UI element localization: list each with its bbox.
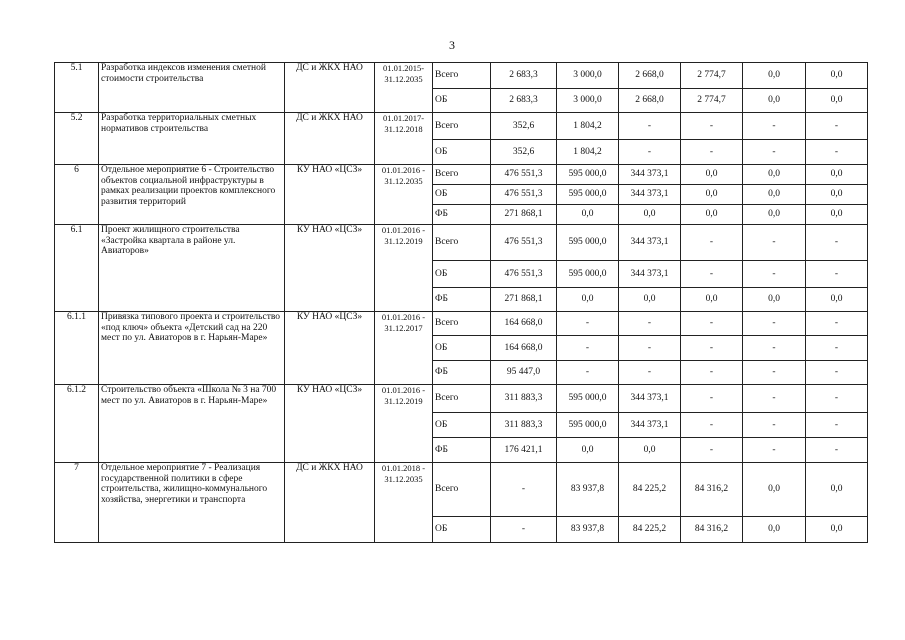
amount-cell: 0,0 xyxy=(743,205,806,225)
item-executor: КУ НАО «ЦСЗ» xyxy=(285,385,375,463)
amount-cell: 0,0 xyxy=(743,89,806,113)
amount-cell: 344 373,1 xyxy=(619,385,681,413)
amount-cell: - xyxy=(619,140,681,165)
amount-cell: - xyxy=(743,413,806,438)
amount-cell: - xyxy=(681,438,743,463)
amount-cell: 595 000,0 xyxy=(557,225,619,261)
amount-cell: - xyxy=(681,140,743,165)
item-executor: КУ НАО «ЦСЗ» xyxy=(285,312,375,385)
amount-cell: - xyxy=(743,361,806,385)
amount-cell: 595 000,0 xyxy=(557,185,619,205)
amount-cell: - xyxy=(619,113,681,140)
amount-cell: 0,0 xyxy=(681,165,743,185)
amount-cell: - xyxy=(557,361,619,385)
amount-cell: 1 804,2 xyxy=(557,140,619,165)
amount-cell: - xyxy=(806,312,868,336)
amount-cell: 311 883,3 xyxy=(491,413,557,438)
amount-cell: 0,0 xyxy=(681,185,743,205)
funding-source: ФБ xyxy=(433,438,491,463)
amount-cell: - xyxy=(619,361,681,385)
amount-cell: - xyxy=(743,261,806,288)
amount-cell: 0,0 xyxy=(806,89,868,113)
amount-cell: - xyxy=(681,336,743,361)
funding-source: Всего xyxy=(433,225,491,261)
item-name: Проект жилищного строительства «Застройка квартала в районе ул. Авиаторов» xyxy=(99,225,285,312)
amount-cell: 95 447,0 xyxy=(491,361,557,385)
amount-cell: - xyxy=(743,336,806,361)
amount-cell: 476 551,3 xyxy=(491,261,557,288)
amount-cell: 0,0 xyxy=(681,205,743,225)
amount-cell: 0,0 xyxy=(806,517,868,543)
item-name: Строительство объекта «Школа № 3 на 700 мест по ул. Авиаторов в г. Нарьян-Маре» xyxy=(99,385,285,463)
item-period: 01.01.2017- 31.12.2018 xyxy=(375,113,433,165)
amount-cell: - xyxy=(806,140,868,165)
amount-cell: 271 868,1 xyxy=(491,205,557,225)
amount-cell: 0,0 xyxy=(743,288,806,312)
amount-cell: 0,0 xyxy=(806,463,868,517)
amount-cell: 0,0 xyxy=(806,63,868,89)
item-name: Разработка индексов изменения сметной стоимости строительства xyxy=(99,63,285,113)
table-row xyxy=(55,63,868,89)
amount-cell: 0,0 xyxy=(806,205,868,225)
amount-cell: 2 774,7 xyxy=(681,63,743,89)
funding-source: ОБ xyxy=(433,336,491,361)
amount-cell: 0,0 xyxy=(743,165,806,185)
amount-cell: - xyxy=(681,261,743,288)
funding-source: Всего xyxy=(433,385,491,413)
amount-cell: 0,0 xyxy=(743,63,806,89)
amount-cell: - xyxy=(743,140,806,165)
amount-cell: 0,0 xyxy=(619,438,681,463)
amount-cell: 595 000,0 xyxy=(557,413,619,438)
amount-cell: - xyxy=(806,413,868,438)
item-name: Отдельное мероприятие 6 - Строительство объектов социальной инфраструктуры в рамках реализации проектов комплексного развития территорий xyxy=(99,165,285,225)
table-row xyxy=(55,312,868,336)
item-number: 6.1.1 xyxy=(55,312,99,385)
item-name: Отдельное мероприятие 7 - Реализация государственной политики в сфере строительства, жилищно-коммунального хозяйства, энергетики и транспорта xyxy=(99,463,285,543)
amount-cell: 83 937,8 xyxy=(557,463,619,517)
amount-cell: 0,0 xyxy=(806,288,868,312)
table-row xyxy=(55,463,868,517)
amount-cell: - xyxy=(681,113,743,140)
funding-source: ФБ xyxy=(433,361,491,385)
amount-cell: 0,0 xyxy=(743,463,806,517)
amount-cell: 352,6 xyxy=(491,113,557,140)
amount-cell: - xyxy=(743,113,806,140)
amount-cell: 0,0 xyxy=(619,288,681,312)
amount-cell: 595 000,0 xyxy=(557,261,619,288)
funding-source: Всего xyxy=(433,463,491,517)
amount-cell: - xyxy=(681,225,743,261)
amount-cell: 2 774,7 xyxy=(681,89,743,113)
amount-cell: 595 000,0 xyxy=(557,385,619,413)
item-period: 01.01.2015- 31.12.2035 xyxy=(375,63,433,113)
item-number: 6 xyxy=(55,165,99,225)
item-number: 6.1.2 xyxy=(55,385,99,463)
item-executor: ДС и ЖКХ НАО xyxy=(285,63,375,113)
amount-cell: 84 316,2 xyxy=(681,463,743,517)
funding-source: Всего xyxy=(433,312,491,336)
amount-cell: 344 373,1 xyxy=(619,165,681,185)
amount-cell: 84 225,2 xyxy=(619,463,681,517)
amount-cell: - xyxy=(806,336,868,361)
amount-cell: 2 668,0 xyxy=(619,63,681,89)
amount-cell: 476 551,3 xyxy=(491,185,557,205)
amount-cell: 0,0 xyxy=(681,288,743,312)
funding-source: Всего xyxy=(433,165,491,185)
amount-cell: - xyxy=(619,336,681,361)
amount-cell: - xyxy=(743,225,806,261)
amount-cell: - xyxy=(491,463,557,517)
amount-cell: 3 000,0 xyxy=(557,89,619,113)
amount-cell: - xyxy=(681,385,743,413)
amount-cell: - xyxy=(557,336,619,361)
funding-source: ФБ xyxy=(433,205,491,225)
table-row xyxy=(55,225,868,261)
amount-cell: 0,0 xyxy=(806,165,868,185)
item-period: 01.01.2018 - 31.12.2035 xyxy=(375,463,433,543)
amount-cell: - xyxy=(806,113,868,140)
item-number: 5.2 xyxy=(55,113,99,165)
amount-cell: - xyxy=(806,385,868,413)
item-number: 7 xyxy=(55,463,99,543)
amount-cell: - xyxy=(806,361,868,385)
table-row xyxy=(55,113,868,140)
amount-cell: 83 937,8 xyxy=(557,517,619,543)
amount-cell: 164 668,0 xyxy=(491,336,557,361)
amount-cell: - xyxy=(806,225,868,261)
item-period: 01.01.2016 - 31.12.2019 xyxy=(375,225,433,312)
item-executor: КУ НАО «ЦСЗ» xyxy=(285,165,375,225)
amount-cell: 0,0 xyxy=(557,288,619,312)
amount-cell: - xyxy=(806,438,868,463)
funding-source: ФБ xyxy=(433,288,491,312)
program-table xyxy=(54,62,868,543)
amount-cell: - xyxy=(557,312,619,336)
item-executor: КУ НАО «ЦСЗ» xyxy=(285,225,375,312)
funding-source: ОБ xyxy=(433,185,491,205)
amount-cell: 344 373,1 xyxy=(619,261,681,288)
item-executor: ДС и ЖКХ НАО xyxy=(285,113,375,165)
item-executor: ДС и ЖКХ НАО xyxy=(285,463,375,543)
amount-cell: - xyxy=(743,312,806,336)
funding-source: ОБ xyxy=(433,517,491,543)
funding-source: ОБ xyxy=(433,89,491,113)
funding-source: Всего xyxy=(433,63,491,89)
item-number: 5.1 xyxy=(55,63,99,113)
amount-cell: 2 668,0 xyxy=(619,89,681,113)
item-period: 01.01.2016 - 31.12.2017 xyxy=(375,312,433,385)
amount-cell: 476 551,3 xyxy=(491,225,557,261)
amount-cell: 176 421,1 xyxy=(491,438,557,463)
funding-source: ОБ xyxy=(433,140,491,165)
amount-cell: - xyxy=(681,312,743,336)
amount-cell: 595 000,0 xyxy=(557,165,619,185)
amount-cell: - xyxy=(619,312,681,336)
table-row xyxy=(55,385,868,413)
amount-cell: 0,0 xyxy=(743,185,806,205)
item-name: Привязка типового проекта и строительство «под ключ» объекта «Детский сад на 220 мест по ул. Авиаторов в г. Нарьян-Маре» xyxy=(99,312,285,385)
amount-cell: - xyxy=(743,385,806,413)
amount-cell: 164 668,0 xyxy=(491,312,557,336)
funding-source: ОБ xyxy=(433,413,491,438)
amount-cell: 0,0 xyxy=(806,185,868,205)
amount-cell: 0,0 xyxy=(619,205,681,225)
funding-source: ОБ xyxy=(433,261,491,288)
amount-cell: 352,6 xyxy=(491,140,557,165)
table-row xyxy=(55,165,868,185)
amount-cell: 344 373,1 xyxy=(619,413,681,438)
amount-cell: 84 316,2 xyxy=(681,517,743,543)
amount-cell: 344 373,1 xyxy=(619,185,681,205)
amount-cell: 0,0 xyxy=(557,438,619,463)
amount-cell: 1 804,2 xyxy=(557,113,619,140)
amount-cell: 0,0 xyxy=(743,517,806,543)
amount-cell: 311 883,3 xyxy=(491,385,557,413)
amount-cell: - xyxy=(743,438,806,463)
item-name: Разработка территориальных сметных нормативов строительства xyxy=(99,113,285,165)
item-period: 01.01.2016 - 31.12.2019 xyxy=(375,385,433,463)
amount-cell: 344 373,1 xyxy=(619,225,681,261)
amount-cell: - xyxy=(681,413,743,438)
amount-cell: - xyxy=(491,517,557,543)
amount-cell: 3 000,0 xyxy=(557,63,619,89)
amount-cell: 84 225,2 xyxy=(619,517,681,543)
amount-cell: 476 551,3 xyxy=(491,165,557,185)
page-number: 3 xyxy=(449,38,455,52)
amount-cell: - xyxy=(681,361,743,385)
amount-cell: 2 683,3 xyxy=(491,89,557,113)
amount-cell: 0,0 xyxy=(557,205,619,225)
item-period: 01.01.2016 - 31.12.2035 xyxy=(375,165,433,225)
amount-cell: 2 683,3 xyxy=(491,63,557,89)
item-number: 6.1 xyxy=(55,225,99,312)
amount-cell: - xyxy=(806,261,868,288)
amount-cell: 271 868,1 xyxy=(491,288,557,312)
funding-source: Всего xyxy=(433,113,491,140)
